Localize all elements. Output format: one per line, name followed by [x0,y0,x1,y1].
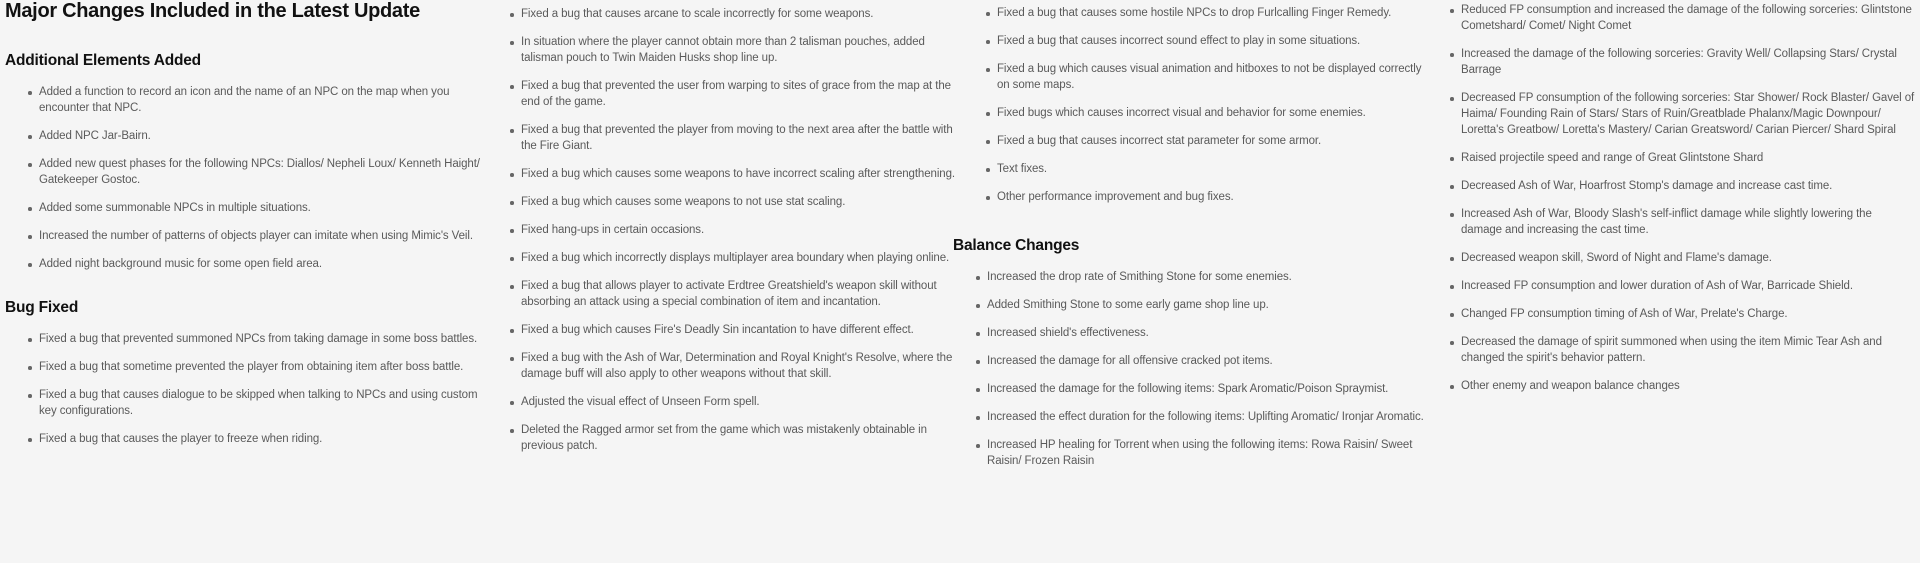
section-heading-balance: Balance Changes [953,237,1080,254]
page-title: Major Changes Included in the Latest Update [5,0,420,22]
list-item: Fixed a bug that causes some hostile NPCs to drop Furlcalling Finger Remedy. [986,5,1435,21]
list-item: Fixed a bug that causes dialogue to be skipped when talking to NPCs and using custom key configurations. [28,387,480,419]
list-item: Fixed a bug which incorrectly displays multiplayer area boundary when playing online. [510,250,955,266]
list-item: Fixed a bug that prevented the player from moving to the next area after the battle with the Fire Giant. [510,122,955,154]
list-item: Added Smithing Stone to some early game shop line up. [976,297,1435,313]
list-item: Decreased weapon skill, Sword of Night and Flame's damage. [1450,250,1915,266]
list-item: Fixed a bug that causes incorrect stat parameter for some armor. [986,133,1435,149]
list-item: Increased the damage for the following items: Spark Aromatic/Poison Spraymist. [976,381,1435,397]
list-item: In situation where the player cannot obtain more than 2 talisman pouches, added talisman pouch to Twin Maiden Husks shop line up. [510,34,955,66]
list-item: Fixed a bug that causes arcane to scale incorrectly for some weapons. [510,6,955,22]
list-item: Added night background music for some open field area. [28,256,480,272]
list-item: Fixed a bug that prevented summoned NPCs from taking damage in some boss battles. [28,331,480,347]
list-item: Fixed a bug which causes some weapons to not use stat scaling. [510,194,955,210]
list-item: Fixed a bug that sometime prevented the player from obtaining item after boss battle. [28,359,480,375]
list-item: Fixed a bug which causes visual animation and hitboxes to not be displayed correctly on some maps. [986,61,1435,93]
list-item: Other enemy and weapon balance changes [1450,378,1915,394]
column-3 [953,0,1435,469]
list-item: Increased the effect duration for the following items: Uplifting Aromatic/ Ironjar Aromatic. [976,409,1435,425]
balance-list-col4 [1450,2,1915,394]
column-4 [1440,0,1915,394]
list-item: Fixed a bug that causes incorrect sound effect to play in some situations. [986,33,1435,49]
list-item: Decreased Ash of War, Hoarfrost Stomp's damage and increase cast time. [1450,178,1915,194]
list-item: Increased FP consumption and lower duration of Ash of War, Barricade Shield. [1450,278,1915,294]
list-item: Added a function to record an icon and the name of an NPC on the map when you encounter that NPC. [28,84,480,116]
list-item: Increased HP healing for Torrent when using the following items: Rowa Raisin/ Sweet Raisin/ Frozen Raisin [976,437,1435,469]
list-item: Increased Ash of War, Bloody Slash's self-inflict damage while slightly lowering the damage and increasing the cast time. [1450,206,1915,238]
list-item: Decreased FP consumption of the following sorceries: Star Shower/ Rock Blaster/ Gavel of Haima/ Founding Rain of Stars/ Stars of Ruin/Greatblade Phalanx/Magic Downpour/ Loretta's Greatbow/ Loretta's Mastery/ Carian Greatsword/ Carian Piercer/ Shard Spiral [1450,90,1915,138]
added-list [28,84,480,272]
list-item: Added new quest phases for the following NPCs: Diallos/ Nepheli Loux/ Kenneth Haight/ Gatekeeper Gostoc. [28,156,480,188]
list-item: Changed FP consumption timing of Ash of War, Prelate's Charge. [1450,306,1915,322]
list-item: Fixed a bug that prevented the user from warping to sites of grace from the map at the end of the game. [510,78,955,110]
list-item: Adjusted the visual effect of Unseen Form spell. [510,394,955,410]
list-item: Text fixes. [986,161,1435,177]
list-item: Reduced FP consumption and increased the damage of the following sorceries: Glintstone Cometshard/ Comet/ Night Comet [1450,2,1915,34]
list-item: Other performance improvement and bug fixes. [986,189,1435,205]
section-heading-bugs: Bug Fixed [5,299,79,316]
column-1 [5,0,480,447]
list-item: Fixed bugs which causes incorrect visual and behavior for some enemies. [986,105,1435,121]
list-item: Fixed a bug which causes some weapons to have incorrect scaling after strengthening. [510,166,955,182]
list-item: Added some summonable NPCs in multiple situations. [28,200,480,216]
list-item: Fixed a bug that allows player to activate Erdtree Greatshield's weapon skill without absorbing an attack using a special combination of item and incantation. [510,278,955,310]
list-item: Increased shield's effectiveness. [976,325,1435,341]
list-item: Increased the drop rate of Smithing Stone for some enemies. [976,269,1435,285]
balance-list-col3 [976,269,1435,469]
list-item: Fixed a bug with the Ash of War, Determination and Royal Knight's Resolve, where the damage buff will also apply to other weapons without that skill. [510,350,955,382]
bugs-list-col2 [510,6,955,454]
list-item: Fixed a bug that causes the player to freeze when riding. [28,431,480,447]
list-item: Increased the damage for all offensive cracked pot items. [976,353,1435,369]
bugs-list-col3 [986,5,1435,205]
section-heading-added: Additional Elements Added [5,52,201,69]
list-item: Decreased the damage of spirit summoned when using the item Mimic Tear Ash and changed the spirit's behavior pattern. [1450,334,1915,366]
list-item: Increased the number of patterns of objects player can imitate when using Mimic's Veil. [28,228,480,244]
bugs-list-col1 [28,331,480,447]
list-item: Deleted the Ragged armor set from the game which was mistakenly obtainable in previous patch. [510,422,955,454]
column-2 [500,0,955,454]
list-item: Fixed a bug which causes Fire's Deadly Sin incantation to have different effect. [510,322,955,338]
list-item: Increased the damage of the following sorceries: Gravity Well/ Collapsing Stars/ Crystal Barrage [1450,46,1915,78]
list-item: Raised projectile speed and range of Great Glintstone Shard [1450,150,1915,166]
list-item: Fixed hang-ups in certain occasions. [510,222,955,238]
list-item: Added NPC Jar-Bairn. [28,128,480,144]
